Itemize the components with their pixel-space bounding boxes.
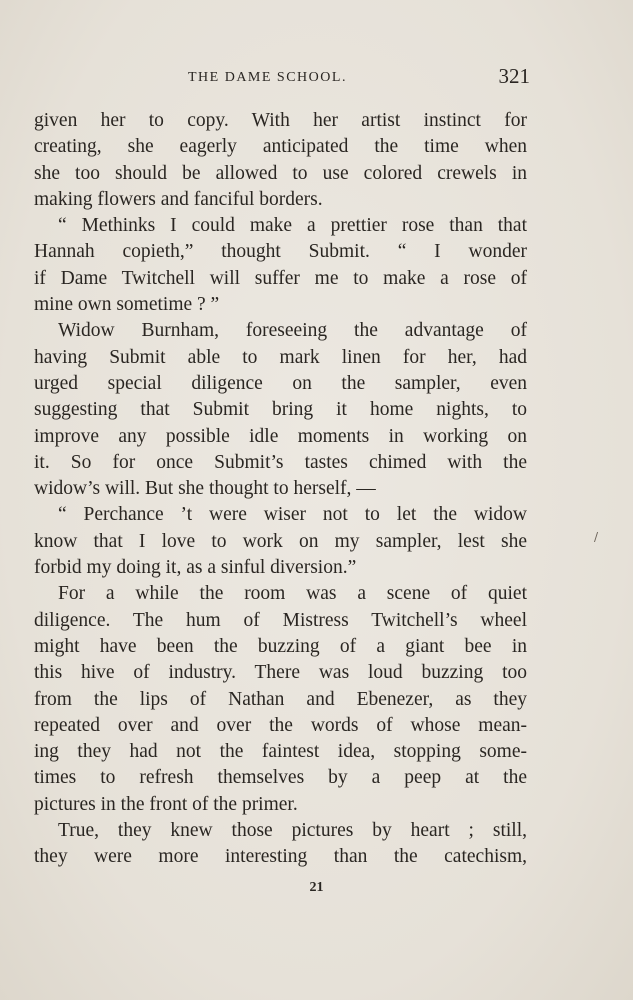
text-line: Hannah copieth,” thought Submit. “ I wonder	[34, 241, 527, 263]
page-header	[30, 62, 530, 92]
text-line: this hive of industry. There was loud buzzing too	[34, 662, 527, 684]
text-line: might have been the buzzing of a giant bee in	[34, 635, 527, 657]
running-title: THE DAME SCHOOL.	[188, 70, 347, 85]
text-line: ing they had not the faintest idea, stopping some-	[34, 741, 527, 763]
text-line: from the lips of Nathan and Ebenezer, as they	[34, 688, 527, 710]
text-line: mine own sometime ? ”	[34, 294, 220, 316]
margin-mark: /	[594, 530, 599, 544]
text-line: she too should be allowed to use colored crewels in	[34, 162, 527, 184]
text-line: True, they knew those pictures by heart ; still,	[58, 820, 527, 842]
text-line: it. So for once Submit’s tastes chimed with the	[34, 451, 527, 473]
text-line: widow’s will. But she thought to herself, —	[34, 478, 376, 500]
text-line: suggesting that Submit bring it home nights, to	[34, 399, 527, 421]
text-line: given her to copy. With her artist instinct for	[34, 110, 527, 131]
text-line: they were more interesting than the catechism,	[34, 846, 527, 868]
body-text	[34, 108, 527, 871]
text-line: pictures in the front of the primer.	[34, 793, 298, 815]
signature-mark: 21	[309, 880, 324, 895]
text-line: having Submit able to mark linen for her, had	[34, 346, 527, 368]
text-line: urged special diligence on the sampler, even	[34, 372, 527, 394]
text-line: forbid my doing it, as a sinful diversion.”	[34, 557, 357, 579]
text-line: For a while the room was a scene of quiet	[58, 583, 527, 605]
page-number: 321	[498, 64, 530, 88]
text-line: Widow Burnham, foreseeing the advantage of	[58, 320, 527, 342]
text-line: know that I love to work on my sampler, lest she	[34, 530, 527, 552]
text-line: if Dame Twitchell will suffer me to make a rose of	[34, 267, 527, 289]
text-line: “ Methinks I could make a prettier rose than that	[58, 215, 527, 237]
text-line: creating, she eagerly anticipated the time when	[34, 136, 527, 158]
text-line: times to refresh themselves by a peep at the	[34, 767, 527, 789]
text-line: making flowers and fanciful borders.	[34, 188, 323, 210]
text-line: “ Perchance ’t were wiser not to let the widow	[58, 504, 527, 526]
text-line: improve any possible idle moments in working on	[34, 425, 527, 447]
text-line: repeated over and over the words of whose mean-	[34, 714, 527, 736]
text-line: diligence. The hum of Mistress Twitchell’s wheel	[34, 609, 527, 631]
